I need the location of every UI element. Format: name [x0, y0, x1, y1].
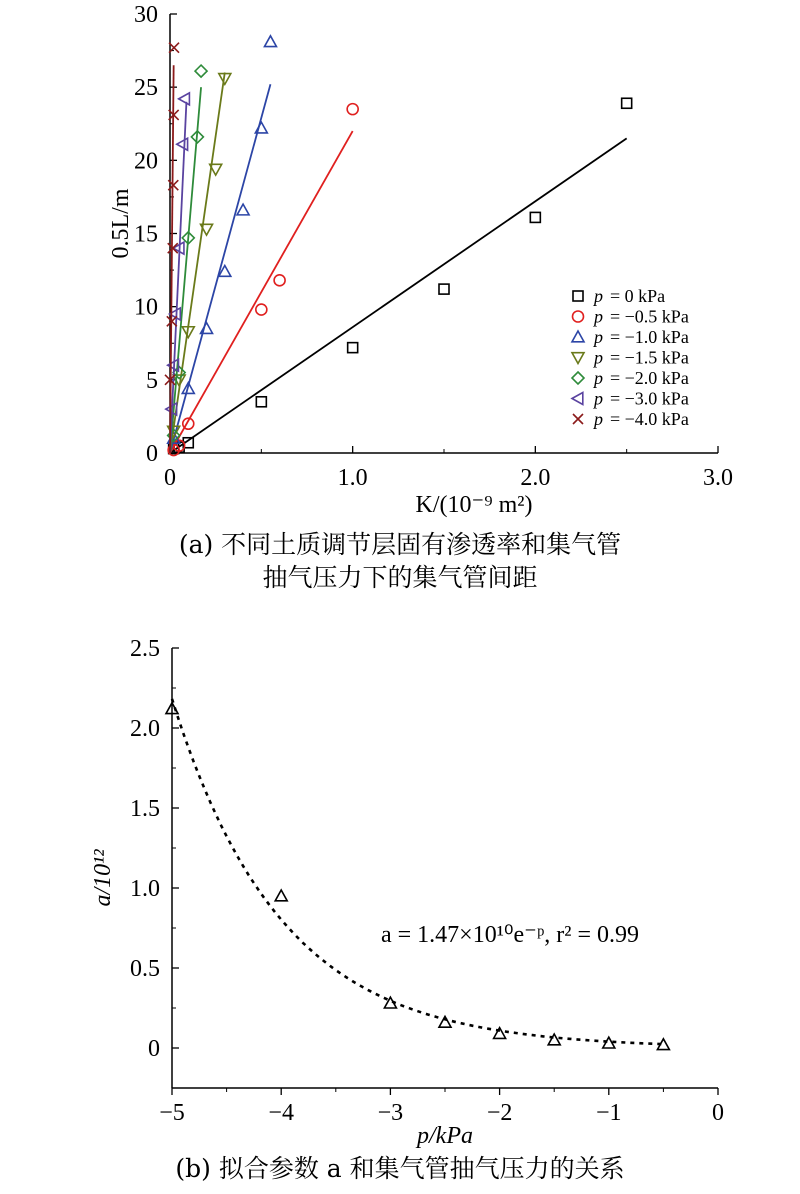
legend-marker-a: [573, 414, 583, 424]
x-tick-label-b: −1: [596, 1100, 622, 1126]
legend-p-symbol-a: p: [594, 347, 603, 368]
y-axis-label-a: 0.5L/m: [108, 188, 134, 259]
caption-b-line-1: (b) 拟合参数 a 和集气管抽气压力的关系: [175, 1154, 625, 1183]
legend-marker-a: [572, 393, 583, 405]
caption-a: [0, 528, 800, 594]
data-point-a: [177, 138, 188, 150]
legend-label-a: = −4.0 kPa: [610, 409, 689, 429]
y-tick-label-a: 10: [134, 294, 158, 321]
y-tick-label-a: 30: [134, 2, 158, 28]
legend-p-symbol-a: p: [594, 306, 603, 327]
data-point-a: [622, 98, 632, 108]
fit-line-a: [170, 138, 627, 453]
fit-curve-b: [172, 699, 663, 1044]
data-point-a: [264, 36, 276, 47]
x-axis-label-a: K/(10⁻⁹ m²): [415, 492, 533, 518]
x-axis-label-b: p/kPa: [417, 1123, 473, 1149]
x-tick-label-a: 3.0: [703, 465, 733, 491]
data-point-a: [439, 284, 449, 294]
y-tick-label-b: 2.0: [130, 716, 160, 742]
x-tick-label-a: 0: [164, 465, 176, 491]
data-point-a: [195, 65, 207, 77]
data-point-a: [347, 104, 358, 115]
legend-marker-a: [573, 311, 584, 322]
legend-p-symbol-a: p: [594, 409, 603, 429]
data-point-a: [348, 343, 358, 353]
x-tick-label-b: −4: [268, 1100, 294, 1126]
legend-label-a: = −0.5 kPa: [610, 306, 689, 327]
y-tick-label-a: 20: [134, 148, 158, 175]
legend-label-a: = −1.5 kPa: [610, 347, 689, 368]
data-point-a: [256, 397, 266, 407]
data-point-b: [494, 1028, 506, 1039]
data-point-b: [548, 1034, 560, 1045]
chart-b: [90, 636, 724, 1149]
legend-marker-a: [572, 353, 584, 364]
x-tick-label-a: 2.0: [520, 465, 551, 491]
data-point-a: [274, 275, 285, 286]
legend-label-a: = 0 kPa: [610, 286, 666, 306]
y-tick-label-a: 0: [146, 441, 158, 467]
legend-marker-a: [572, 331, 584, 342]
legend-label-a: = −3.0 kPa: [610, 388, 689, 409]
y-tick-label-b: 2.5: [130, 636, 160, 662]
x-tick-label-a: 1.0: [337, 465, 368, 491]
data-point-b: [439, 1016, 451, 1027]
chart-a: [108, 2, 733, 518]
data-point-a: [201, 323, 213, 334]
data-point-a: [256, 304, 267, 315]
y-tick-label-b: 1.5: [130, 796, 160, 822]
legend-p-symbol-a: p: [594, 368, 603, 388]
x-tick-label-b: −3: [377, 1100, 404, 1126]
legend-label-a: = −2.0 kPa: [610, 368, 689, 388]
y-axis-label-b: a/10¹²: [90, 849, 116, 907]
fit-equation-b: a = 1.47×10¹⁰e⁻ᵖ, r² = 0.99: [380, 922, 640, 948]
x-tick-label-b: −2: [486, 1100, 513, 1126]
y-tick-label-a: 5: [146, 367, 158, 394]
data-point-b: [275, 890, 287, 901]
y-tick-label-b: 0: [148, 1036, 160, 1062]
caption-a-line-2: 抽气压力下的集气管间距: [262, 563, 538, 592]
y-tick-label-a: 15: [134, 221, 158, 248]
legend-p-symbol-a: p: [594, 327, 603, 347]
data-point-a: [255, 122, 267, 133]
y-tick-label-a: 25: [134, 75, 158, 102]
legend-marker-a: [572, 372, 584, 384]
caption-b: [0, 1152, 800, 1185]
legend-label-a: = −1.0 kPa: [610, 327, 689, 347]
fit-line-a: [170, 131, 353, 453]
legend-p-symbol-a: p: [594, 286, 603, 306]
data-point-a: [237, 204, 249, 215]
y-tick-label-b: 0.5: [130, 956, 160, 982]
legend-marker-a: [573, 291, 583, 301]
x-tick-label-b: 0: [712, 1100, 724, 1126]
data-point-a: [530, 212, 540, 222]
caption-a-line-1: (a) 不同土质调节层固有渗透率和集气管: [178, 530, 622, 559]
legend-p-symbol-a: p: [594, 388, 603, 409]
y-tick-label-b: 1.0: [130, 876, 160, 902]
data-point-a: [179, 93, 190, 105]
x-tick-label-b: −5: [159, 1100, 185, 1126]
